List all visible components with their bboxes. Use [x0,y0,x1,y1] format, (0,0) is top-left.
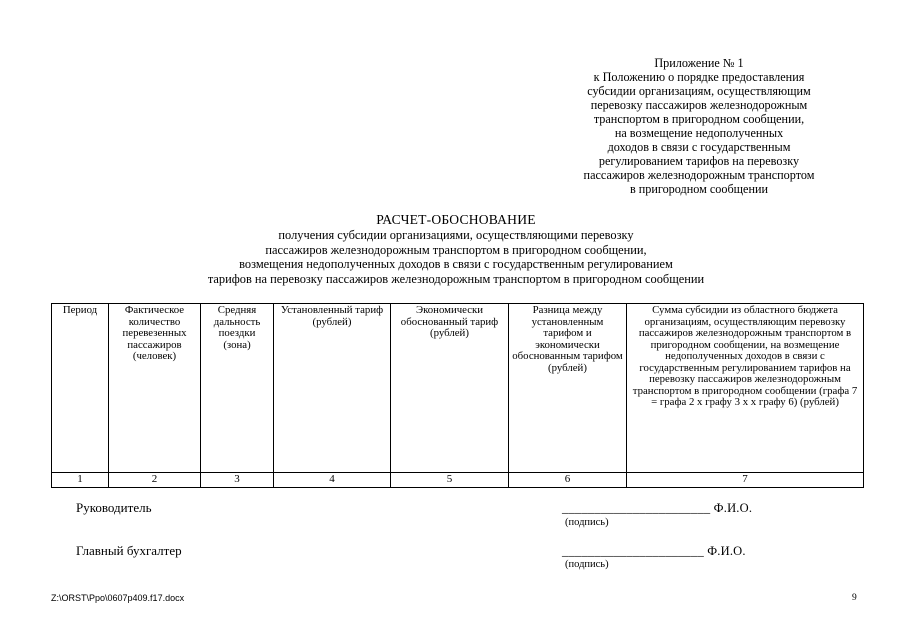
accountant-label: Главный бухгалтер [76,543,182,558]
director-label: Руководитель [76,500,152,515]
column-number: 1 [52,473,109,488]
column-number: 3 [201,473,274,488]
appendix-line: к Положению о порядке предоставления [593,70,805,84]
subtitle-line: тарифов на перевозку пассажиров железнодорожным транспортом в пригородном сообщении [207,272,705,287]
header-period: Период [52,304,109,473]
subtitle-line: возмещения недополученных доходов в связи с государственным регулированием [239,257,673,272]
column-number-row [52,473,864,488]
header-set-tariff: Установленный тариф (рублей) [274,304,391,473]
accountant-signature-hint: (подпись) [565,559,609,570]
document-title-block [50,213,862,287]
appendix-line: доходов в связи с государственным [607,140,791,154]
table-header-row [52,304,864,473]
column-number: 6 [509,473,627,488]
appendix-line: регулированием тарифов на перевозку [598,154,800,168]
document-title: РАСЧЕТ-ОБОСНОВАНИЕ [376,212,536,227]
director-signature-hint: (подпись) [565,517,609,528]
accountant-signature-line: ______________________ Ф.И.О. [562,544,746,558]
appendix-line: Приложение № 1 [654,56,744,70]
director-signature-line: _______________________ Ф.И.О. [562,501,753,515]
appendix-line: на возмещение недополученных [614,126,784,140]
subtitle-line: получения субсидии организациями, осуществляющими перевозку [278,227,634,242]
appendix-line: субсидии организациям, осуществляющим [587,84,811,98]
page-number: 9 [852,593,857,603]
appendix-line: транспортом в пригородном сообщении, [593,112,805,126]
column-number: 7 [627,473,864,488]
appendix-line: в пригородном сообщении [629,182,769,196]
header-distance: Средняя дальность поездки (зона) [201,304,274,473]
column-number: 5 [391,473,509,488]
header-economic-tariff: Экономически обоснованный тариф (рублей) [391,304,509,473]
appendix-line: пассажиров железнодорожным транспортом [583,168,815,182]
header-subsidy-amount: Сумма субсидии из областного бюджета организациям, осуществляющим перевозку пассажиров железнодорожным транспортом в пригородном сообщении, на возмещение недополученных доходов в связи с государственным регулированием тарифов на перевозку пассажиров железнодорожным транспортом в пригородном сообщении (графа 7 = графа 2 х графу 3 х х графу 6) (рублей) [627,304,864,473]
column-number: 2 [109,473,201,488]
calculation-table [51,303,864,488]
header-tariff-difference: Разница между установленным тарифом и экономически обоснованным тарифом (рублей) [509,304,627,473]
file-path: Z:\ORST\Ppo\0607p409.f17.docx [51,593,185,603]
appendix-block [540,56,858,196]
header-passengers: Фактическое количество перевезенных пассажиров (человек) [109,304,201,473]
appendix-line: перевозку пассажиров железнодорожным [590,98,808,112]
column-number: 4 [274,473,391,488]
subtitle-line: пассажиров железнодорожным транспортом в пригородном сообщении, [265,242,647,257]
